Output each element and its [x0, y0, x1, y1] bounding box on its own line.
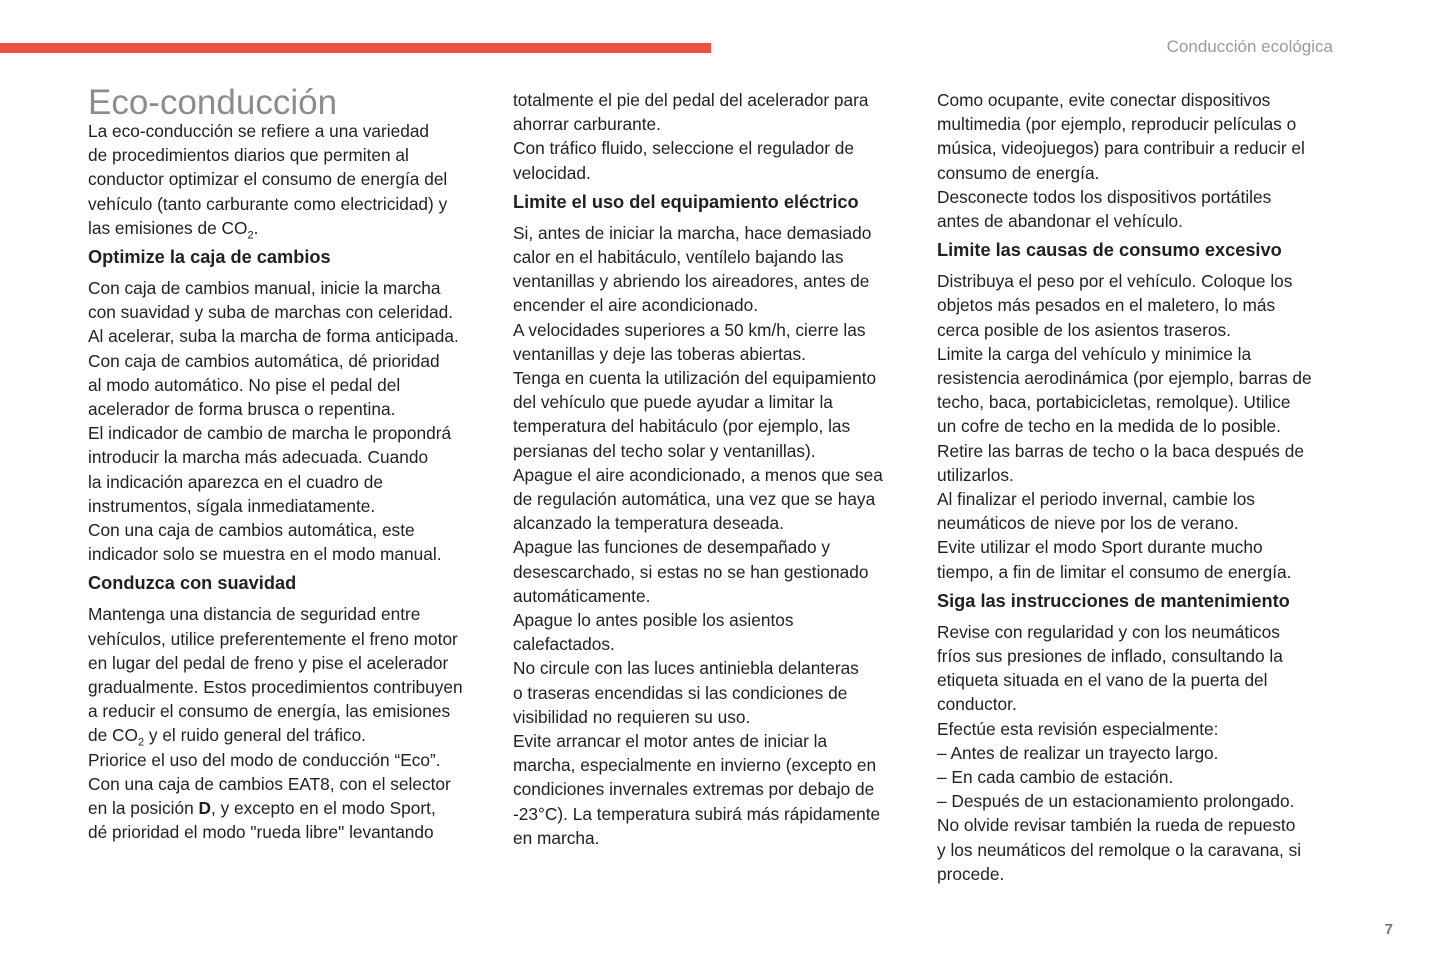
- section-title: Conducción ecológica: [1166, 37, 1333, 56]
- column-2: [513, 88, 913, 850]
- heading-excess-consumption: Limite las causas de consumo excesivo: [937, 240, 1282, 261]
- electric-paragraph: Si, antes de iniciar la marcha, hace demasiado calor en el habitáculo, ventílelo bajando las ventanillas y abriendo los aireadores, antes de encender el aire acondicionado. A velocidades superiores a 50 km/h, cierre las ventanillas y deje las toberas abiertas. Tenga en cuenta la utilización del equipamiento del vehículo que puede ayudar a limitar la temperatura del habitáculo (por ejemplo, las persianas del techo solar y ventanillas). Apague el aire acondicionado, a menos que sea de regulación automática, una vez que se haya alcanzado la temperatura deseada. Apague las funciones de desempañado y desescarchado, si estas no se han gestionado automáticamente. Apague lo antes posible los asientos calefactados. No circule con las luces antiniebla delanteras o traseras encendidas si las condiciones de visibilidad no requieren su uso. Evite arrancar el motor antes de iniciar la marcha, especialmente en invierno (excepto en condiciones invernales extremas por debajo de -23°C). La temperatura subirá más rápidamente en marcha.: [513, 222, 883, 848]
- co2-subscript: 2: [247, 229, 254, 242]
- intro-end-text: las emisiones de CO: [88, 217, 248, 238]
- gear-d-label: D: [198, 798, 211, 819]
- column-1: [88, 83, 488, 844]
- intro-paragraph: [88, 119, 488, 240]
- excess-paragraph: Distribuya el peso por el vehículo. Coloque los objetos más pesados en el maletero, lo más cerca posible de los asientos traseros. Limite la carga del vehículo y minimice la resistencia aerodinámica (por ejemplo, barras de techo, baca, portabicicletas, remolque). Utilice un cofre de techo en la medida de lo posible. Retire las barras de techo o la baca después de utilizarlos. Al finalizar el periodo invernal, cambie los neumáticos de nieve por los de verano. Evite utilizar el modo Sport durante mucho tiempo, a fin de limitar el consumo de energía.: [937, 271, 1312, 582]
- gearbox-paragraph: Con caja de cambios manual, inicie la marcha con suavidad y suba de marchas con celeridad. Al acelerar, suba la marcha de forma anticipada. Con caja de cambios automática, dé prioridad al modo automático. No pise el pedal del acelerador de forma brusca o repentina. El indicador de cambio de marcha le propondrá introducir la marcha más adecuada. Cuando la indicación aparezca en el cuadro de instrumentos, sígala inmediatamente. Con una caja de cambios automática, este indicador solo se muestra en el modo manual.: [88, 278, 459, 565]
- heading-gearbox: Optimize la caja de cambios: [88, 247, 331, 268]
- smooth-d-pre: en la posición: [88, 798, 199, 819]
- column-3: [937, 88, 1337, 886]
- maintenance-paragraph: Revise con regularidad y con los neumáticos fríos sus presiones de inflado, consultando la etiqueta situada en el vano de la puerta del conductor. Efectúe esta revisión especialmente: – Antes de realizar un trayecto largo. – En cada cambio de estación. – Después de un estacionamiento prolongado. No olvide revisar también la rueda de repuesto y los neumáticos del remolque o la caravana, si procede.: [937, 621, 1302, 884]
- co2-subscript: 2: [137, 736, 145, 749]
- intro-end-period: .: [253, 217, 259, 238]
- smooth-co2-text: de CO: [88, 725, 138, 746]
- smooth-lines-2: Priorice el uso del modo de conducción “Eco”. Con una caja de cambios EAT8, con el selector: [88, 749, 451, 794]
- occupant-paragraph: Como ocupante, evite conectar dispositivos multimedia (por ejemplo, reproducir películas o música, videojuegos) para contribuir a reducir el consumo de energía. Desconecte todos los dispositivos portátiles antes de abandonar el vehículo.: [937, 90, 1305, 232]
- intro-lines: La eco-conducción se refiere a una variedad de procedimientos diarios que permiten al conductor optimizar el consumo de energía del vehículo (tanto carburante como electricidad) y: [88, 121, 448, 214]
- heading-smooth-driving: Conduzca con suavidad: [88, 573, 297, 594]
- page-number: 7: [1384, 921, 1393, 938]
- smooth-paragraph: [88, 602, 488, 844]
- smooth-lines: Mantenga una distancia de seguridad entre vehículos, utilice preferentemente el freno motor en lugar del pedal de freno y pise el acelerador gradualmente. Estos procedimientos contribuyen a reducir el consumo de energía, las emisiones: [88, 604, 463, 722]
- continued-paragraph: totalmente el pie del pedal del acelerador para ahorrar carburante. Con tráfico fluido, seleccione el regulador de velocidad.: [513, 90, 869, 183]
- smooth-lines-3: dé prioridad el modo "rueda libre" levantando: [88, 822, 434, 843]
- smooth-d-post: , y excepto en el modo Sport,: [210, 798, 436, 819]
- page-title: Eco-conducción: [88, 83, 338, 122]
- heading-electric-equipment: Limite el uso del equipamiento eléctrico: [513, 191, 859, 212]
- header-accent-bar: [0, 43, 711, 53]
- smooth-co2-post: y el ruido general del tráfico.: [144, 725, 366, 746]
- heading-maintenance: Siga las instrucciones de mantenimiento: [937, 590, 1290, 611]
